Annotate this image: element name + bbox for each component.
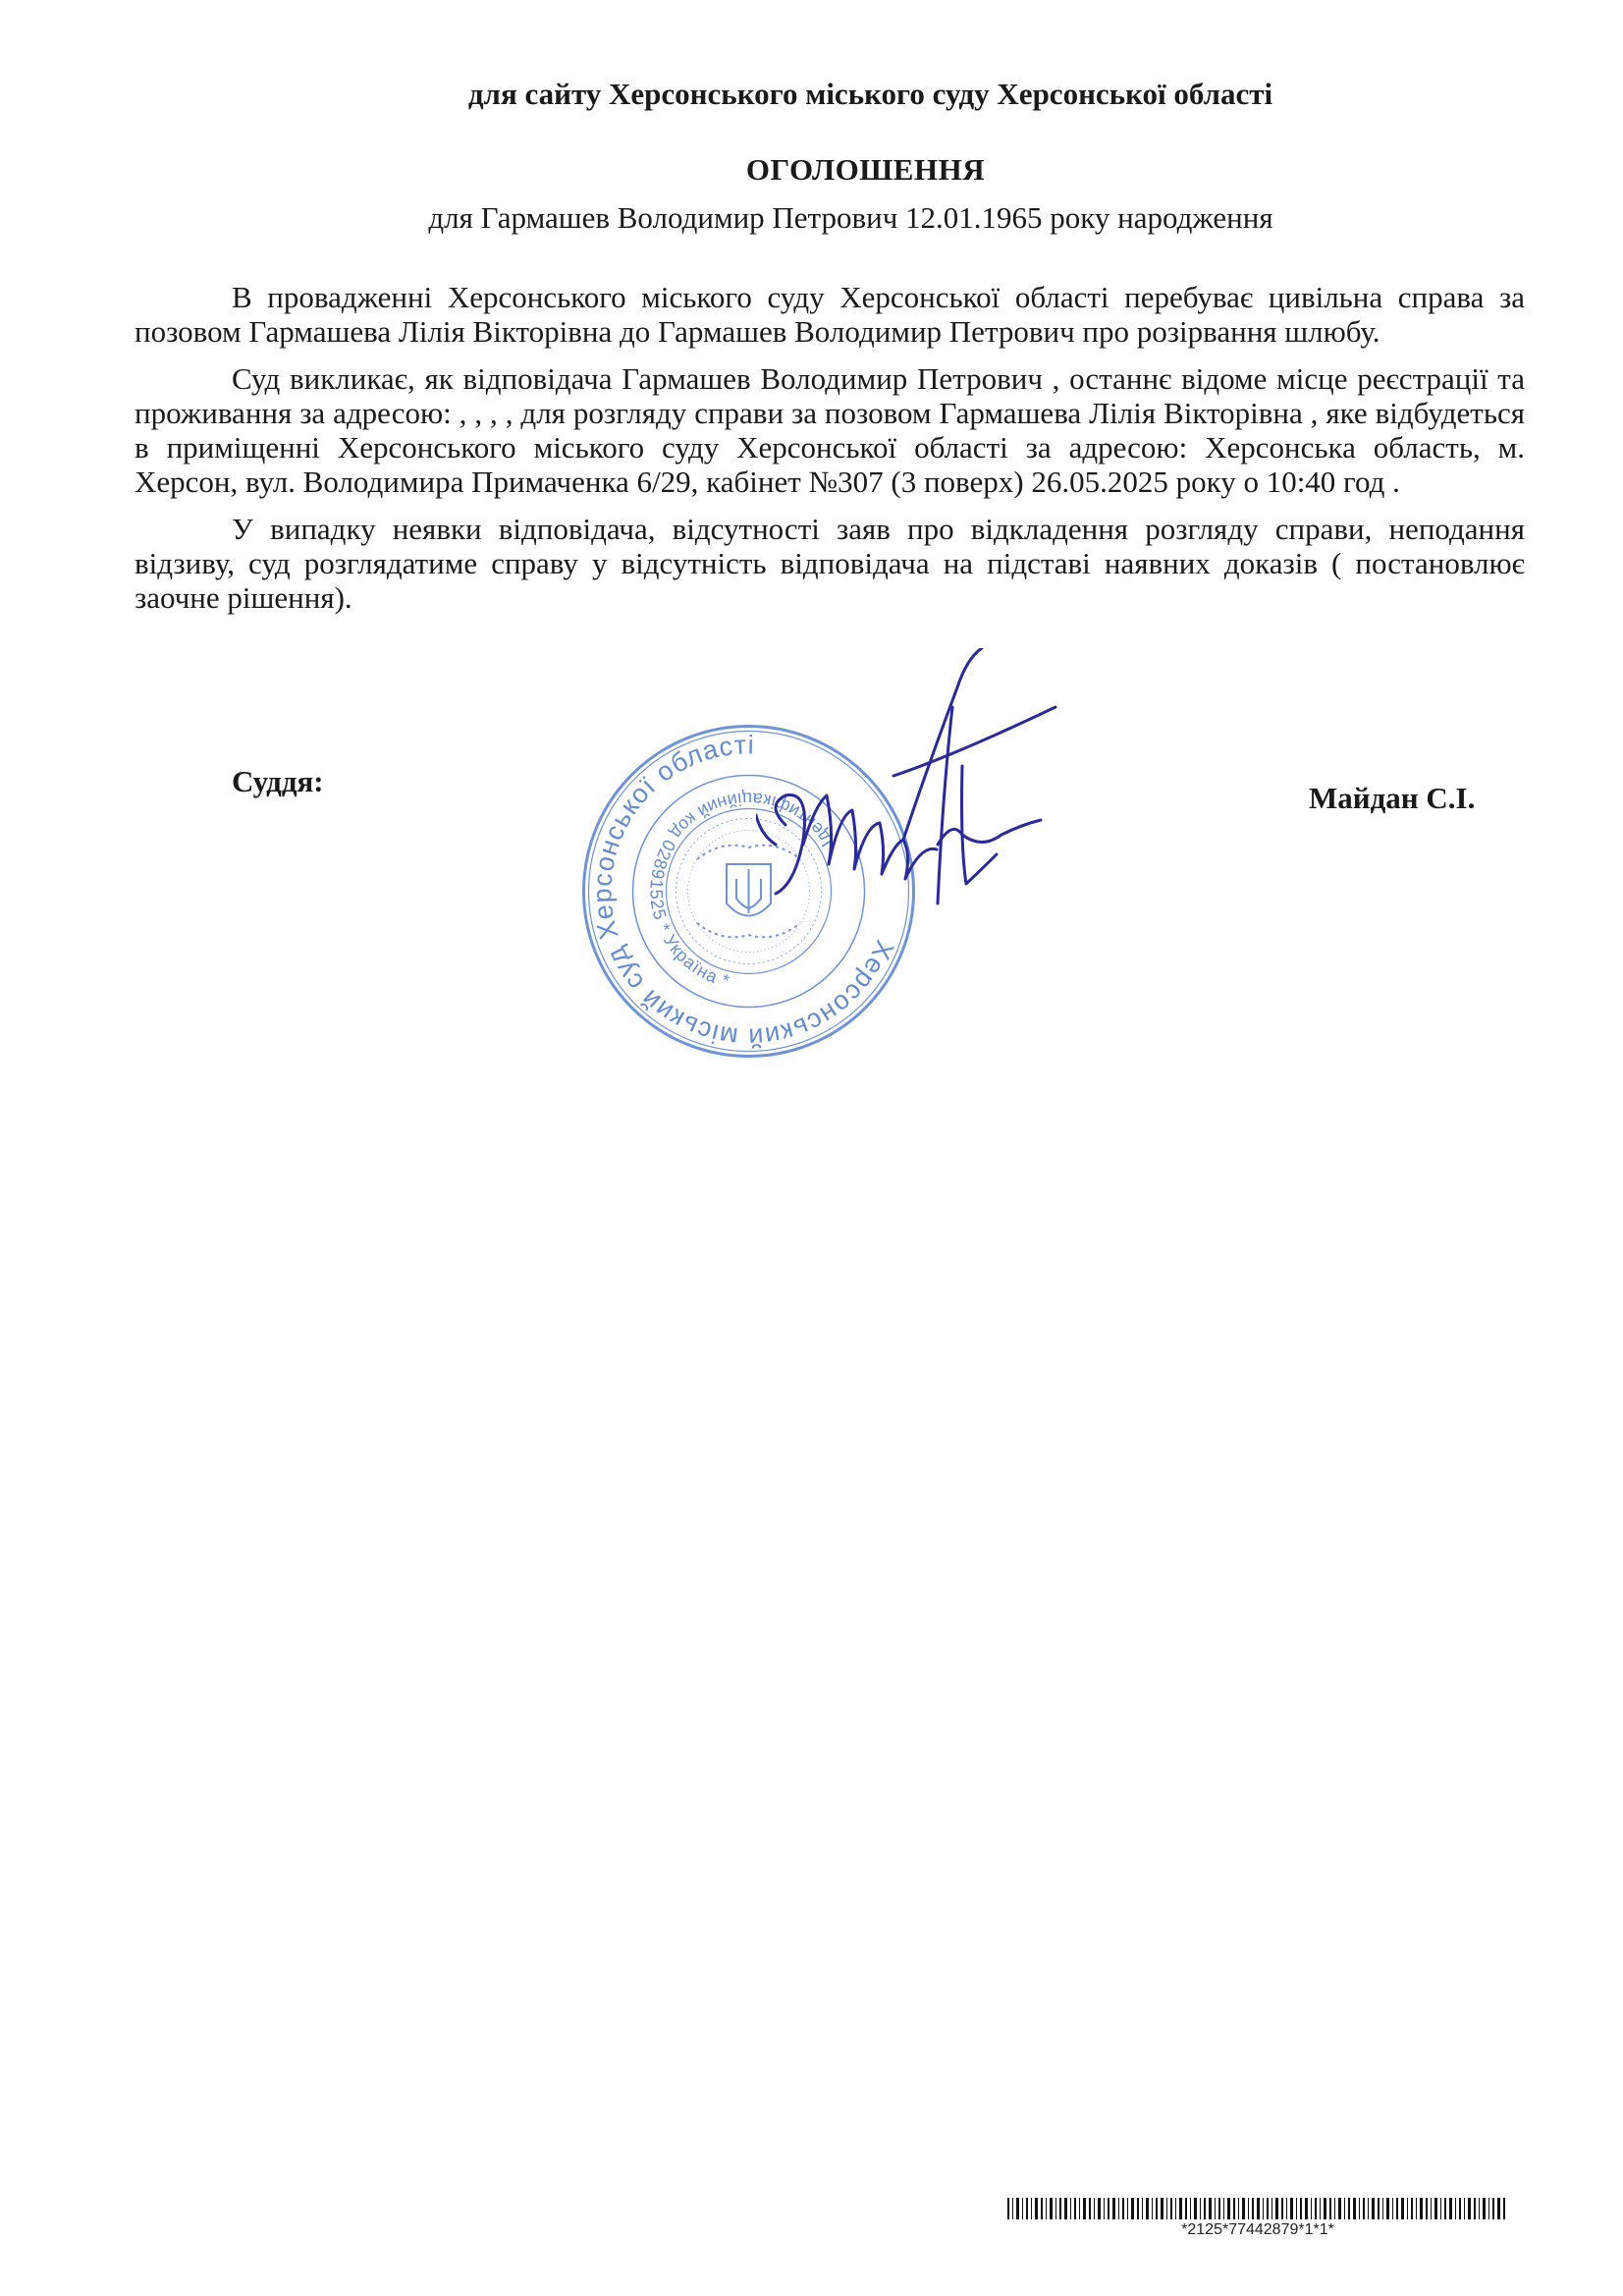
document-title: ОГОЛОШЕННЯ (745, 152, 986, 187)
document-subtitle: для Гармашев Володимир Петрович 12.01.1965 року народження (428, 200, 1273, 235)
judge-signature-icon (756, 648, 1070, 972)
judge-name: Майдан С.І. (1309, 781, 1476, 815)
seal-outer-text: Херсонський міський суд Херсонської області (587, 730, 900, 1053)
judge-label: Суддя: (232, 764, 324, 798)
site-line: для сайту Херсонського міського суду Херсонської області (467, 77, 1273, 111)
announcement-body (135, 280, 1525, 628)
paragraph-consequences: У випадку неявки відповідача, відсутності заяв про відкладення розгляду справи, неподання відзиву, суд розглядатиме справу у відсутність відповідача на підставі наявних доказів ( постановлює заочне рішення). (135, 512, 1525, 615)
paragraph-case: В провадженні Херсонського міського суду Херсонської області перебуває цивільна справа за позовом Гармашева Лілія Вікторівна до Гармашев Володимир Петрович про розірвання шлюбу. (135, 280, 1525, 349)
barcode-caption: *2125*77442879*1*1* (1181, 2221, 1334, 2238)
paragraph-summons: Суд викликає, як відповідача Гармашев Володимир Петрович , останнє відоме місце реєстрації та проживання за адресою: , , , , для розгляду справи за позовом Гармашева Лілія Вікторівна , яке відбудеться в приміщенні Херсонського міського суду Херсонської області за адресою: Херсонська область, м. Херсон, вул. Володимира Примаченка 6/29, кабінет №307 (3 поверх) 26.05.2025 року о 10:40 год . (135, 361, 1525, 499)
barcode-icon (1007, 2198, 1508, 2219)
seal-inner-text: Ідентифікаційний код 02891525 * Україна * (646, 789, 838, 992)
